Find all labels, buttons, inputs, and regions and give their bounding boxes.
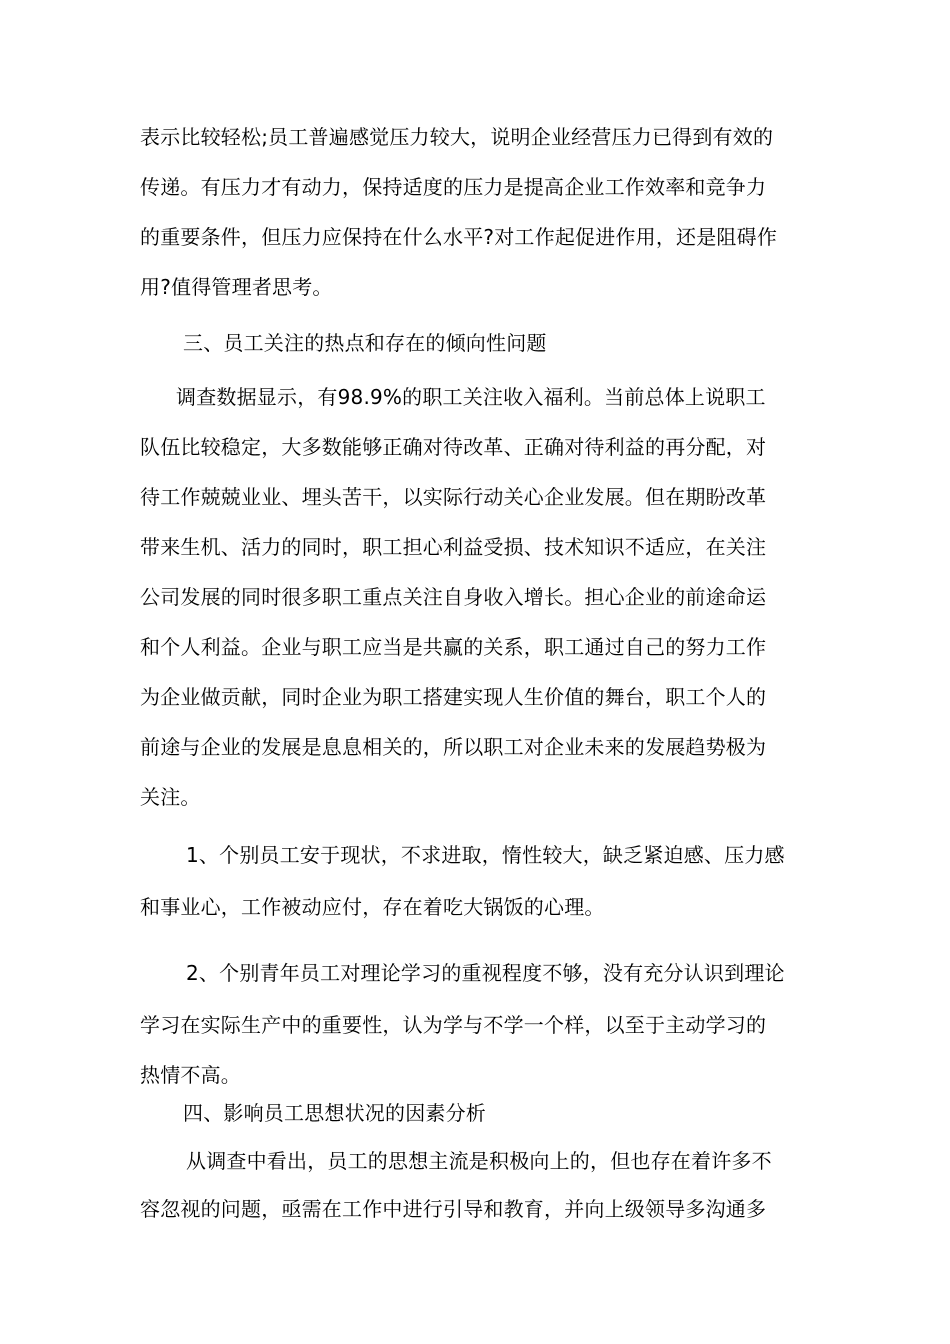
list-item-1-line-2: 和事业心，工作被动应付，存在着吃大锅饭的心理。 <box>140 895 605 919</box>
text-line-3: 的重要条件，但压力应保持在什么水平?对工作起促进作用，还是阻碍作 <box>140 225 778 249</box>
text-line-7: 队伍比较稳定，大多数能够正确对待改革、正确对待利益的再分配，对 <box>140 435 767 459</box>
text-line-2: 传递。有压力才有动力，保持适度的压力是提高企业工作效率和竞争力 <box>140 175 767 199</box>
list-item-1-line-1: 1、个别员工安于现状，不求进取，惰性较大，缺乏紧迫感、压力感 <box>186 843 785 867</box>
text-line-8: 待工作兢兢业业、埋头苦干，以实际行动关心企业发展。但在期盼改革 <box>140 485 767 509</box>
section-heading-4: 四、影响员工思想状况的因素分析 <box>183 1101 486 1125</box>
text-line-21: 从调查中看出，员工的思想主流是积极向上的，但也存在着许多不 <box>186 1149 772 1173</box>
text-line-10: 公司发展的同时很多职工重点关注自身收入增长。担心企业的前途命运 <box>140 585 767 609</box>
section-heading-3: 三、员工关注的热点和存在的倾向性问题 <box>183 331 547 355</box>
text-line-9: 带来生机、活力的同时，职工担心利益受损、技术知识不适应，在关注 <box>140 535 767 559</box>
text-line-4: 用?值得管理者思考。 <box>140 275 333 299</box>
text-line-13: 前途与企业的发展是息息相关的，所以职工对企业未来的发展趋势极为 <box>140 735 767 759</box>
text-line-14: 关注。 <box>140 785 201 809</box>
text-line-1: 表示比较轻松;员工普遍感觉压力较大，说明企业经营压力已得到有效的 <box>140 125 774 149</box>
list-item-2-line-2: 学习在实际生产中的重要性，认为学与不学一个样，以至于主动学习的 <box>140 1013 767 1037</box>
text-line-11: 和个人利益。企业与职工应当是共赢的关系，职工通过自己的努力工作 <box>140 635 767 659</box>
text-line-22: 容忽视的问题，亟需在工作中进行引导和教育，并向上级领导多沟通多 <box>140 1197 767 1221</box>
text-line-12: 为企业做贡献，同时企业为职工搭建实现人生价值的舞台，职工个人的 <box>140 685 767 709</box>
list-item-2-line-1: 2、个别青年员工对理论学习的重视程度不够，没有充分认识到理论 <box>186 961 785 985</box>
text-line-6: 调查数据显示，有98.9%的职工关注收入福利。当前总体上说职工 <box>176 385 766 409</box>
list-item-2-line-3: 热情不高。 <box>140 1063 241 1087</box>
